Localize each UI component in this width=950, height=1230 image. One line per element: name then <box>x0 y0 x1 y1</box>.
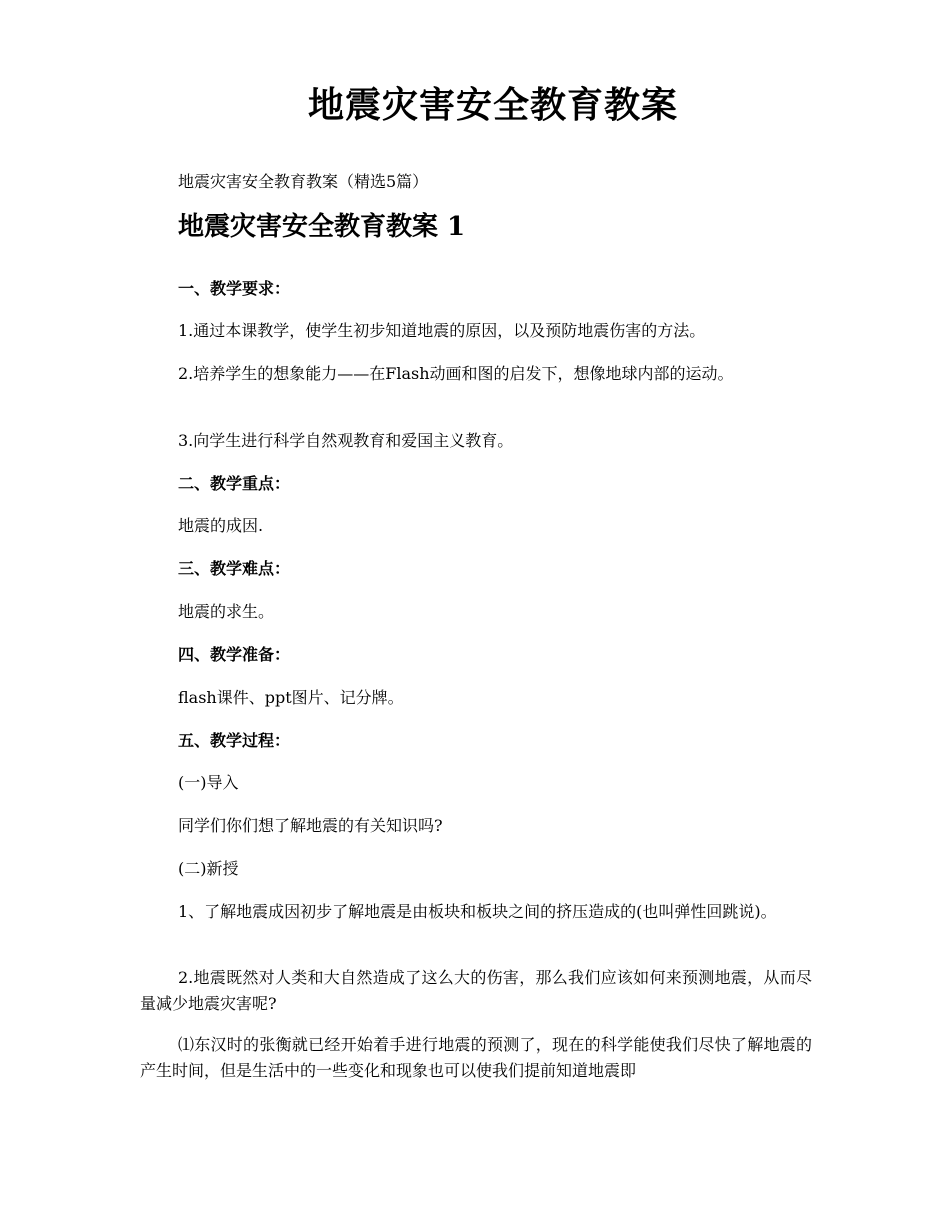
heading-key-points: 二、教学重点： <box>178 474 291 493</box>
heading-process: 五、教学过程： <box>178 731 291 750</box>
requirement-3: 3.向学生进行科学自然观教育和爱国主义教育。 <box>178 431 514 450</box>
step-introduction-text: 同学们你们想了解地震的有关知识吗? <box>178 816 443 835</box>
requirement-2: 2.培养学生的想象能力——在Flash动画和图的启发下，想像地球内部的运动。 <box>178 364 734 383</box>
step-introduction: (一)导入 <box>178 773 239 792</box>
document-subtitle: 地震灾害安全教育教案（精选5篇） <box>178 172 429 191</box>
paragraph-earthquake-prediction: 2.地震既然对人类和大自然造成了这么大的伤害，那么我们应该如何来预测地震，从而尽量减少地震灾害呢? <box>140 968 812 1013</box>
requirement-1: 1.通过本课教学，使学生初步知道地震的原因，以及预防地震伤害的方法。 <box>178 321 706 340</box>
paragraph-zhang-heng: ⑴东汉时的张衡就已经开始着手进行地震的预测了，现在的科学能使我们尽快了解地震的产生时间，但是生活中的一些变化和现象也可以使我们提前知道地震即 <box>140 1035 812 1080</box>
difficulty-text: 地震的求生。 <box>178 602 275 621</box>
preparation-text: flash课件、ppt图片、记分牌。 <box>178 688 404 707</box>
document-title: 地震灾害安全教育教案 <box>307 84 678 126</box>
key-point-text: 地震的成因. <box>178 516 264 535</box>
heading-preparation: 四、教学准备： <box>178 645 291 664</box>
heading-teaching-requirements: 一、教学要求： <box>178 279 291 298</box>
heading-difficulties: 三、教学难点： <box>178 559 291 578</box>
section-title: 地震灾害安全教育教案 1 <box>178 212 466 242</box>
paragraph-earthquake-cause: 1、了解地震成因初步了解地震是由板块和板块之间的挤压造成的(也叫弹性回跳说)。 <box>178 902 777 921</box>
step-new-lesson: (二)新授 <box>178 859 239 878</box>
